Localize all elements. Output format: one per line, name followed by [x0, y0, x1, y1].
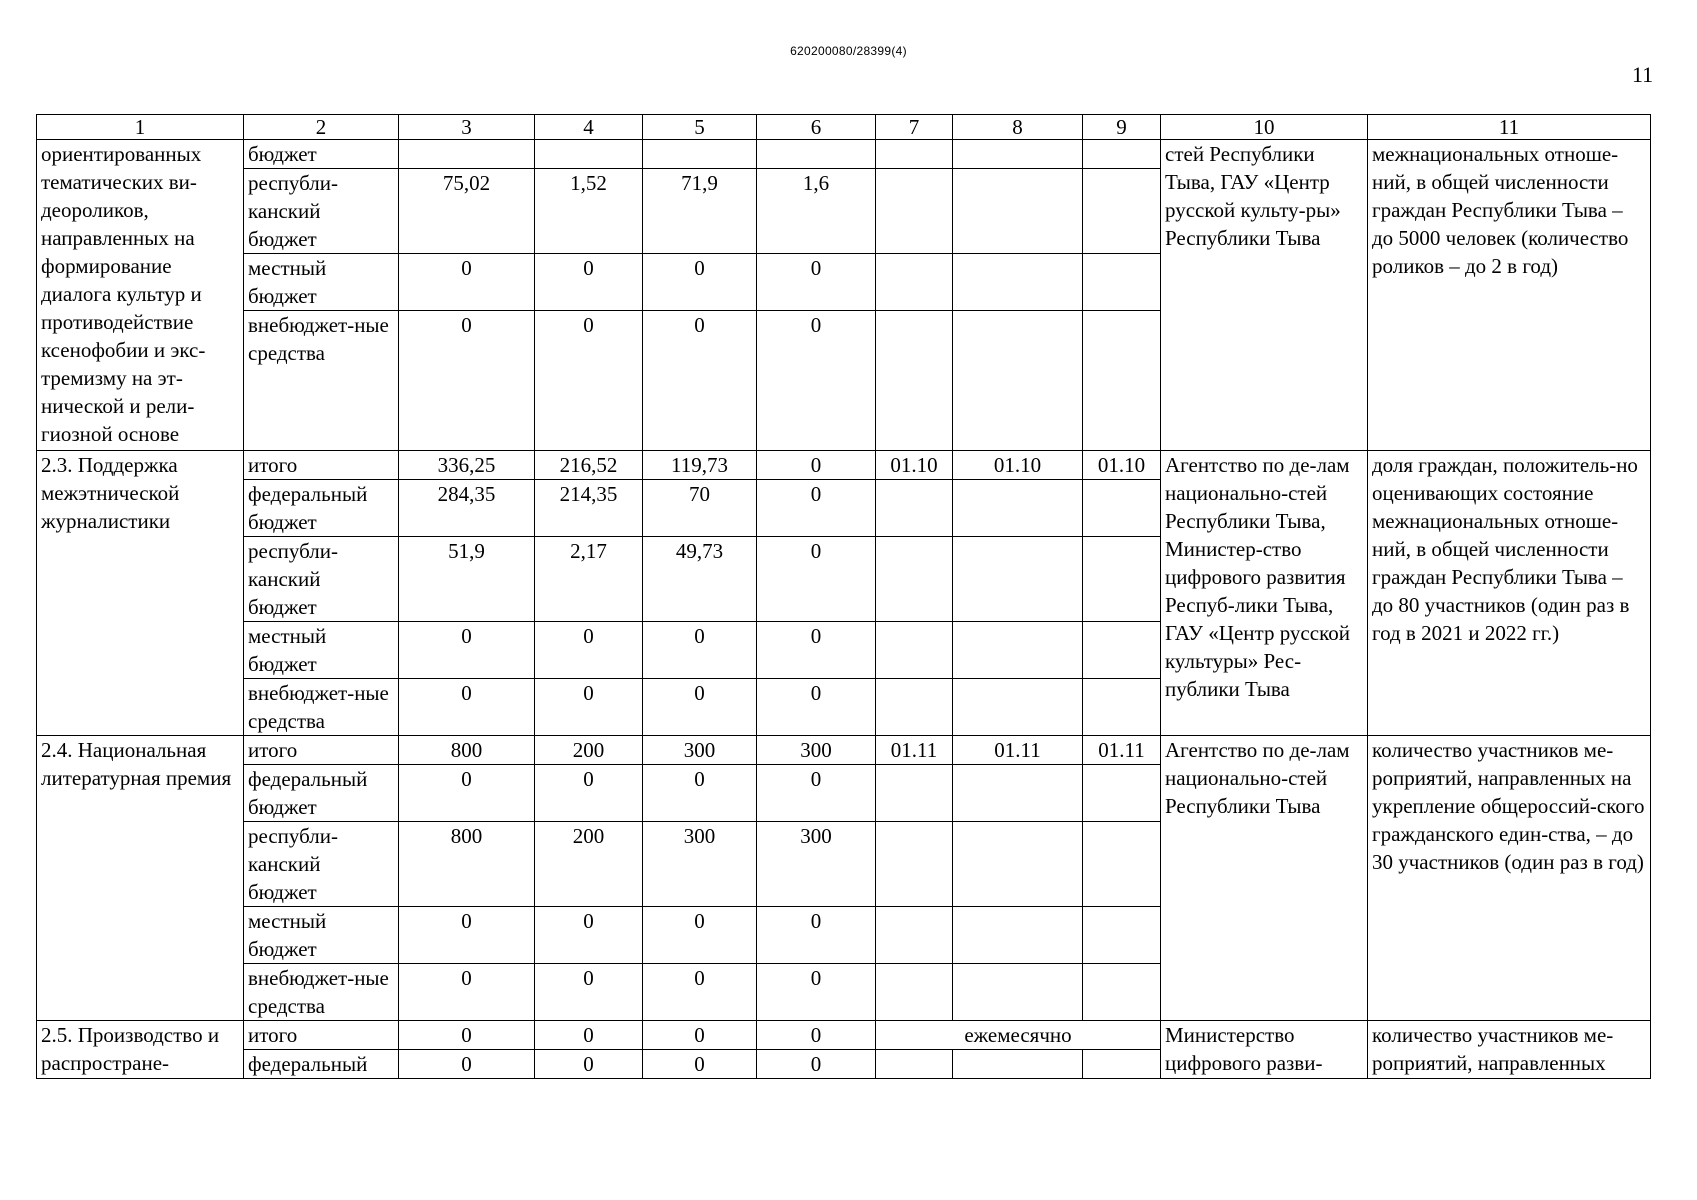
- budget-label: республи-канский бюджет: [244, 537, 399, 622]
- value-cell: 0: [757, 907, 876, 964]
- date-cell: [1083, 964, 1161, 1021]
- date-cell: [876, 140, 953, 169]
- budget-label: федеральный бюджет: [244, 480, 399, 537]
- date-cell: [1083, 169, 1161, 254]
- value-cell: 0: [535, 964, 643, 1021]
- budget-label: федеральный: [244, 1050, 399, 1079]
- table-row: [37, 451, 1651, 480]
- date-cell: [876, 537, 953, 622]
- date-cell: [876, 480, 953, 537]
- value-cell: [643, 140, 757, 169]
- period-cell: ежемесячно: [876, 1021, 1161, 1050]
- value-cell: 0: [757, 451, 876, 480]
- value-cell: 0: [535, 679, 643, 736]
- value-cell: 0: [399, 765, 535, 822]
- indicator-cell: доля граждан, положитель-но оценивающих состояние межнациональных отноше-ний, в общей численности граждан Республики Тыва – до 80 участников (один раз в год в 2021 и 2022 гг.): [1368, 451, 1651, 736]
- value-cell: 0: [643, 765, 757, 822]
- date-cell: 01.10: [953, 451, 1083, 480]
- budget-label: внебюджет-ные средства: [244, 679, 399, 736]
- date-cell: [953, 907, 1083, 964]
- value-cell: 0: [399, 311, 535, 451]
- column-header: 5: [643, 115, 757, 140]
- value-cell: 0: [535, 907, 643, 964]
- measure-title: 2.5. Производство и распростране-: [37, 1021, 244, 1079]
- date-cell: [1083, 679, 1161, 736]
- date-cell: [1083, 822, 1161, 907]
- value-cell: 1,52: [535, 169, 643, 254]
- date-cell: [1083, 765, 1161, 822]
- value-cell: 300: [643, 822, 757, 907]
- indicator-cell: количество участников ме-роприятий, направленных на укрепление общероссий-ского гражданского един-ства, – до 30 участников (один раз в год): [1368, 736, 1651, 1021]
- date-cell: [1083, 1050, 1161, 1079]
- document-id: 620200080/28399(4): [790, 44, 907, 58]
- value-cell: 284,35: [399, 480, 535, 537]
- date-cell: [876, 311, 953, 451]
- value-cell: 0: [757, 1021, 876, 1050]
- date-cell: [953, 311, 1083, 451]
- value-cell: 300: [643, 736, 757, 765]
- value-cell: 0: [643, 679, 757, 736]
- value-cell: 0: [535, 1050, 643, 1079]
- value-cell: 216,52: [535, 451, 643, 480]
- value-cell: 0: [757, 254, 876, 311]
- value-cell: 0: [535, 254, 643, 311]
- budget-label: местный бюджет: [244, 254, 399, 311]
- column-header: 10: [1161, 115, 1368, 140]
- column-header: 6: [757, 115, 876, 140]
- column-header: 4: [535, 115, 643, 140]
- date-cell: [953, 537, 1083, 622]
- date-cell: [953, 679, 1083, 736]
- column-header: 7: [876, 115, 953, 140]
- date-cell: 01.11: [876, 736, 953, 765]
- value-cell: 800: [399, 822, 535, 907]
- date-cell: [1083, 907, 1161, 964]
- budget-label: республи-канский бюджет: [244, 169, 399, 254]
- executor-cell: Министерство цифрового разви-: [1161, 1021, 1368, 1079]
- date-cell: [876, 169, 953, 254]
- date-cell: [876, 765, 953, 822]
- value-cell: 0: [643, 964, 757, 1021]
- date-cell: [876, 622, 953, 679]
- budget-label: итого: [244, 1021, 399, 1050]
- executor-cell: стей Республики Тыва, ГАУ «Центр русской культу-ры» Республики Тыва: [1161, 140, 1368, 451]
- column-header: 1: [37, 115, 244, 140]
- date-cell: [953, 765, 1083, 822]
- value-cell: 0: [757, 311, 876, 451]
- date-cell: [1083, 622, 1161, 679]
- date-cell: [953, 822, 1083, 907]
- column-header: 8: [953, 115, 1083, 140]
- date-cell: 01.11: [953, 736, 1083, 765]
- value-cell: [399, 140, 535, 169]
- executor-cell: Агентство по де-лам национально-стей Республики Тыва, Министер-ство цифрового развития Респуб-лики Тыва, ГАУ «Центр русской культуры» Рес-публики Тыва: [1161, 451, 1368, 736]
- table-row: [37, 1021, 1651, 1050]
- column-header-row: [37, 115, 1651, 140]
- date-cell: [1083, 480, 1161, 537]
- date-cell: [1083, 140, 1161, 169]
- measure-title: ориентированных тематических ви-деороликов, направленных на формирование диалога культур и противодействие ксенофобии и экс-тремизму на эт-нической и рели-гиозной основе: [37, 140, 244, 451]
- budget-label: внебюджет-ные средства: [244, 964, 399, 1021]
- value-cell: 336,25: [399, 451, 535, 480]
- date-cell: [953, 169, 1083, 254]
- value-cell: 0: [643, 1050, 757, 1079]
- page-number: 11: [1632, 62, 1654, 87]
- value-cell: 71,9: [643, 169, 757, 254]
- value-cell: 0: [757, 537, 876, 622]
- date-cell: [876, 964, 953, 1021]
- date-cell: [876, 822, 953, 907]
- value-cell: 0: [757, 765, 876, 822]
- date-cell: [953, 1050, 1083, 1079]
- date-cell: 01.11: [1083, 736, 1161, 765]
- value-cell: 0: [757, 622, 876, 679]
- value-cell: 1,6: [757, 169, 876, 254]
- date-cell: [1083, 254, 1161, 311]
- date-cell: 01.10: [1083, 451, 1161, 480]
- date-cell: 01.10: [876, 451, 953, 480]
- value-cell: 0: [643, 1021, 757, 1050]
- date-cell: [876, 1050, 953, 1079]
- value-cell: 200: [535, 736, 643, 765]
- value-cell: 214,35: [535, 480, 643, 537]
- date-cell: [953, 964, 1083, 1021]
- value-cell: 51,9: [399, 537, 535, 622]
- value-cell: 300: [757, 736, 876, 765]
- value-cell: 0: [399, 679, 535, 736]
- column-header: 3: [399, 115, 535, 140]
- value-cell: 0: [535, 765, 643, 822]
- date-cell: [953, 254, 1083, 311]
- table-row: [37, 140, 1651, 169]
- value-cell: 0: [643, 311, 757, 451]
- value-cell: 0: [643, 254, 757, 311]
- value-cell: 0: [535, 311, 643, 451]
- date-cell: [953, 622, 1083, 679]
- budget-label: местный бюджет: [244, 907, 399, 964]
- measure-title: 2.4. Национальная литературная премия: [37, 736, 244, 1021]
- value-cell: 800: [399, 736, 535, 765]
- value-cell: [535, 140, 643, 169]
- date-cell: [953, 140, 1083, 169]
- date-cell: [876, 679, 953, 736]
- value-cell: [757, 140, 876, 169]
- value-cell: 0: [757, 480, 876, 537]
- value-cell: 0: [535, 622, 643, 679]
- value-cell: 300: [757, 822, 876, 907]
- value-cell: 2,17: [535, 537, 643, 622]
- indicator-cell: межнациональных отноше-ний, в общей численности граждан Республики Тыва – до 5000 человек (количество роликов – до 2 в год): [1368, 140, 1651, 451]
- value-cell: 0: [757, 679, 876, 736]
- budget-label: республи-канский бюджет: [244, 822, 399, 907]
- date-cell: [1083, 311, 1161, 451]
- date-cell: [876, 907, 953, 964]
- budget-label: итого: [244, 736, 399, 765]
- value-cell: 0: [399, 964, 535, 1021]
- value-cell: 0: [643, 907, 757, 964]
- value-cell: 0: [757, 1050, 876, 1079]
- measure-title: 2.3. Поддержка межэтнической журналистики: [37, 451, 244, 736]
- value-cell: 0: [399, 1050, 535, 1079]
- value-cell: 0: [399, 254, 535, 311]
- value-cell: 70: [643, 480, 757, 537]
- column-header: 11: [1368, 115, 1651, 140]
- indicator-cell: количество участников ме-роприятий, направленных: [1368, 1021, 1651, 1079]
- value-cell: 0: [757, 964, 876, 1021]
- value-cell: 0: [399, 622, 535, 679]
- value-cell: 200: [535, 822, 643, 907]
- budget-label: бюджет: [244, 140, 399, 169]
- budget-label: итого: [244, 451, 399, 480]
- date-cell: [876, 254, 953, 311]
- value-cell: 0: [399, 907, 535, 964]
- column-header: 9: [1083, 115, 1161, 140]
- executor-cell: Агентство по де-лам национально-стей Республики Тыва: [1161, 736, 1368, 1021]
- value-cell: 0: [399, 1021, 535, 1050]
- program-table: [36, 114, 1651, 1079]
- value-cell: 75,02: [399, 169, 535, 254]
- value-cell: 0: [643, 622, 757, 679]
- date-cell: [1083, 537, 1161, 622]
- budget-label: местный бюджет: [244, 622, 399, 679]
- date-cell: [953, 480, 1083, 537]
- budget-label: федеральный бюджет: [244, 765, 399, 822]
- value-cell: 119,73: [643, 451, 757, 480]
- column-header: 2: [244, 115, 399, 140]
- table-row: [37, 736, 1651, 765]
- value-cell: 49,73: [643, 537, 757, 622]
- value-cell: 0: [535, 1021, 643, 1050]
- budget-label: внебюджет-ные средства: [244, 311, 399, 451]
